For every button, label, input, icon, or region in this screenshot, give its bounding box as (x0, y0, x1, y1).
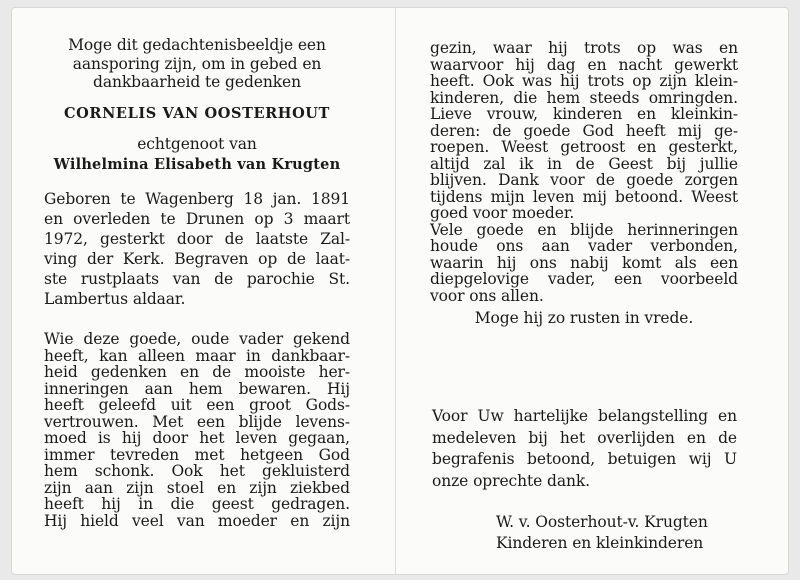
text-line: voor ons allen. (430, 286, 544, 305)
text-line: blijven. Dank voor de goede zorgen (430, 171, 738, 189)
memory-line: Wie deze goede, oude vader gekend (44, 330, 350, 348)
intro-line: aansporing zijn, om in gebed en (72, 54, 322, 73)
text-line: goed voor moeder. (430, 204, 575, 222)
bio-line: ving der Kerk. Begraven op de laat- (44, 250, 350, 268)
spouse-label: echtgenoot van (137, 135, 257, 153)
memory-line: heid gedenken en de mooiste her- (44, 363, 350, 381)
thanks-line: Voor Uw hartelijke belangstelling en (432, 407, 737, 425)
memory-line: immer tevreden met hetgeen God (44, 445, 350, 464)
spouse-name: Wilhelmina Elisabeth van Krugten (53, 155, 341, 173)
text-line: waarvoor hij dag en nacht gewerkt (430, 55, 738, 74)
signature-line: Kinderen en kleinkinderen (496, 534, 704, 552)
thanks-line: begrafenis betoond, betuigen wij U (432, 450, 737, 468)
intro-text (44, 36, 350, 92)
biography-text (44, 189, 350, 309)
memory-line: hem schonk. Ook het gekluisterd (44, 462, 350, 480)
deceased-name: CORNELIS VAN OOSTERHOUT (64, 104, 330, 122)
intro-line: Moge dit gedachtenisbeeldje een (68, 36, 326, 54)
intro-line: dankbaarheid te gedenken (93, 73, 301, 91)
text-line: heeft. Ook was hij trots op zijn klein- (430, 72, 738, 90)
continued-text (430, 40, 738, 304)
text-line: houde ons aan vader verbonden, (430, 237, 738, 255)
thanks-line: medeleven bij het overlijden en de (432, 428, 737, 447)
memory-line: heeft hij in die geest gedragen. (44, 495, 350, 513)
memory-line: moed is hij door het leven gegaan, (44, 429, 350, 447)
bio-line: Geboren te Wagenberg 18 jan. 1891 (44, 190, 350, 208)
text-line: deren: de goede God heeft mij ge- (430, 121, 738, 140)
memory-text (44, 331, 350, 529)
text-line: kinderen, die hem steeds omringden. (430, 88, 738, 107)
bio-line: ste rustplaats van de parochie St. (44, 270, 350, 288)
text-line: altijd zal ik in de Geest bij jullie (430, 154, 738, 173)
right-page (430, 40, 738, 327)
bio-line: 1972, gesterkt door de laatste Zal- (44, 230, 350, 248)
memory-line: vertrouwen. Met een blijde levens- (44, 412, 350, 431)
bio-line: Lambertus aldaar. (44, 290, 186, 308)
text-line: roepen. Weest getroost en gesterkt, (430, 138, 738, 156)
closing-prayer: Moge hij zo rusten in vrede. (474, 309, 694, 327)
memory-line: zijn aan zijn stoel en zijn ziekbed (44, 478, 350, 497)
text-line: Lieve vrouw, kinderen en kleinkin- (430, 105, 738, 123)
text-line: diepgelovige vader, een voorbeeld (430, 270, 738, 288)
bio-line: en overleden te Drunen op 3 maart (44, 210, 350, 228)
left-page (44, 36, 350, 529)
text-line: tijdens mijn leven mij betoond. Weest (430, 187, 738, 206)
memory-line: Hij hield veel van moeder en zijn (44, 511, 350, 530)
text-line: gezin, waar hij trots op was en (430, 39, 738, 57)
text-line: Vele goede en blijde herinneringen (430, 220, 738, 239)
thanks-line: onze oprechte dank. (432, 471, 590, 490)
signature-block (496, 512, 736, 554)
text-line: waarin hij ons nabij komt als een (430, 253, 738, 272)
card-fold-line (395, 8, 396, 574)
memory-line: heeft geleefd uit een groot Gods- (44, 396, 350, 414)
memory-line: heeft, kan alleen maar in dankbaar- (44, 346, 350, 365)
memory-line: inneringen aan hem bewaren. Hij (44, 379, 350, 398)
signature-line: W. v. Oosterhout-v. Krugten (496, 513, 708, 531)
thanks-text (432, 406, 737, 492)
